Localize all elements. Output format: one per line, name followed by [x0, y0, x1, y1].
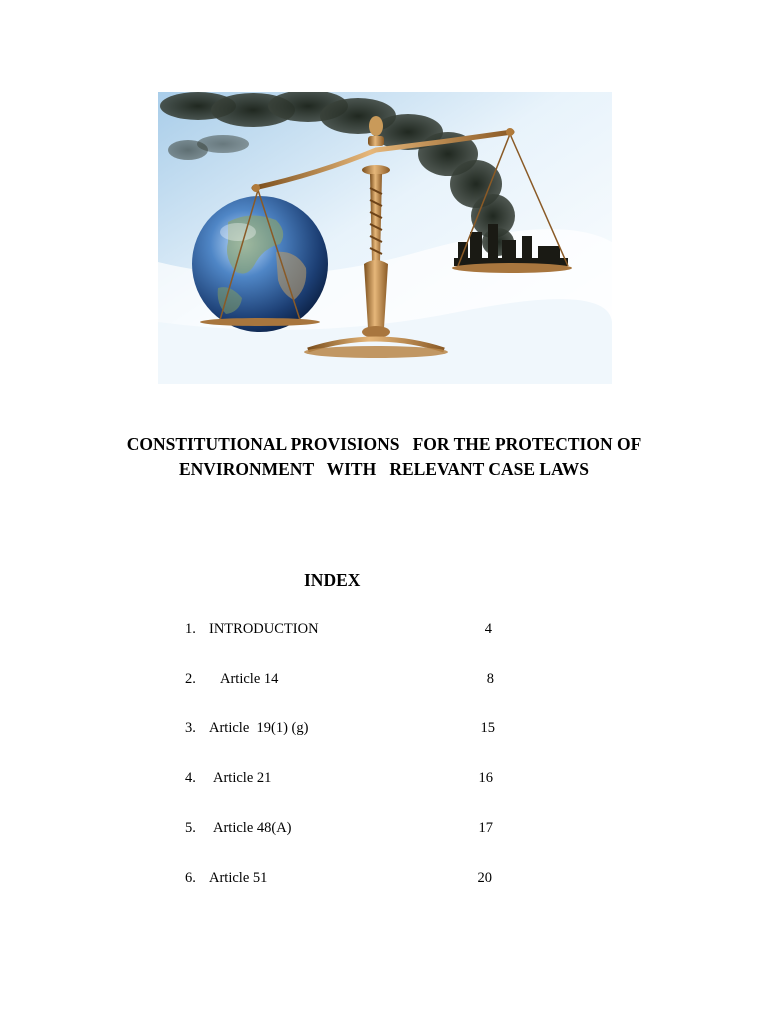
index-item	[0, 818, 768, 838]
index-item-label: Article 51	[209, 870, 268, 886]
index-item-label: Article 14	[220, 671, 279, 687]
index-item-page: 16	[478, 770, 493, 786]
index-item-number: 2.	[185, 671, 196, 687]
index-item-label: INTRODUCTION	[209, 621, 319, 637]
index-item	[0, 619, 768, 639]
index-item-page: 15	[480, 720, 495, 736]
index-item	[0, 768, 768, 788]
index-item-label: Article 48(A)	[213, 820, 292, 836]
index-item-page: 17	[478, 820, 493, 836]
index-item-number: 3.	[185, 720, 196, 736]
index-item-number: 1.	[185, 621, 196, 637]
index-item-page: 8	[486, 671, 494, 687]
title-line-2: ENVIRONMENT WITH RELEVANT CASE LAWS	[178, 459, 590, 479]
index-heading: INDEX	[304, 570, 361, 590]
index-item-page: 4	[484, 621, 492, 637]
index-item	[0, 718, 768, 738]
index-item-number: 5.	[185, 820, 196, 836]
index-item-number: 6.	[185, 870, 196, 886]
title-line-1: CONSTITUTIONAL PROVISIONS FOR THE PROTECTION OF	[126, 434, 642, 454]
index-item-page: 20	[477, 870, 492, 886]
index-item-label: Article 19(1) (g)	[209, 720, 309, 736]
index-item	[0, 669, 768, 689]
index-item-label: Article 21	[213, 770, 272, 786]
index-item-number: 4.	[185, 770, 196, 786]
index-item	[0, 868, 768, 888]
